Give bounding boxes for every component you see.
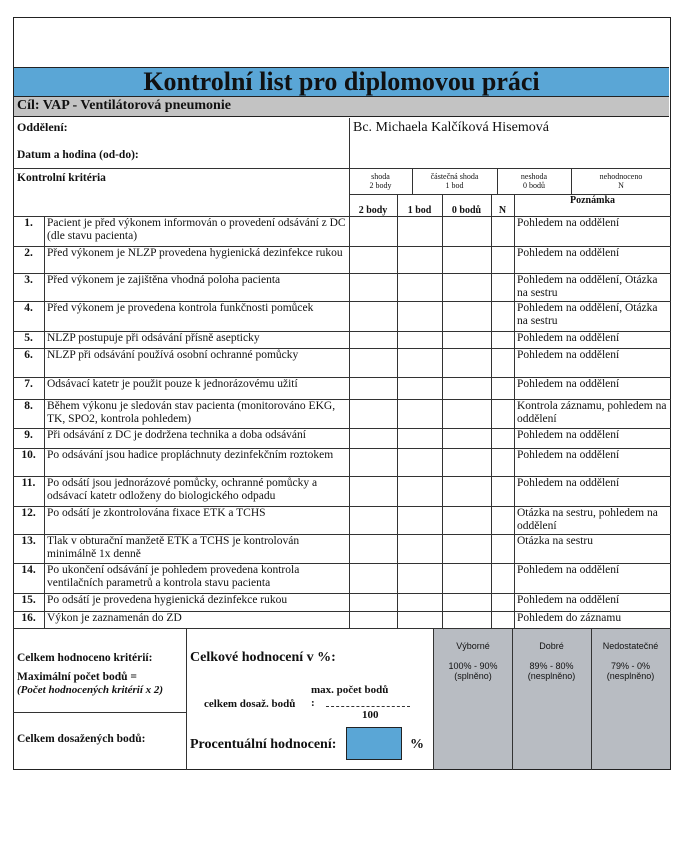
score-cell-not-rated[interactable]	[491, 428, 514, 448]
date-label: Datum a hodina (od-do):	[17, 149, 139, 161]
percent-sign: %	[410, 737, 424, 752]
score-cell-not-rated[interactable]	[491, 593, 514, 611]
criterion-note: Pohledem na oddělení, Otázka na sestru	[517, 274, 658, 299]
score-cell-0-points[interactable]	[442, 611, 491, 628]
criteria-label: Kontrolní kritéria	[17, 172, 106, 184]
score-cell-2-points[interactable]	[349, 563, 397, 593]
criterion-number: 8.	[24, 400, 33, 412]
score-cell-not-rated[interactable]	[491, 273, 514, 301]
score-cell-not-rated[interactable]	[491, 563, 514, 593]
criterion-number: 12.	[21, 507, 36, 519]
score-cell-1-point[interactable]	[397, 534, 442, 563]
score-cell-1-point[interactable]	[397, 611, 442, 628]
criterion-text: Po odsátí jsou jednorázové pomůcky, ochranné pomůcky a odsávací katetr odloženy do biologického odpadu	[47, 477, 318, 502]
score-cell-not-rated[interactable]	[491, 377, 514, 399]
score-cell-not-rated[interactable]	[491, 611, 514, 628]
column-note: Poznámka	[570, 195, 615, 206]
overall-rating-label: Celkové hodnocení v %:	[190, 650, 336, 665]
grade-good: Dobré 89% - 80% (nesplněno)	[527, 641, 576, 681]
score-cell-1-point[interactable]	[397, 348, 442, 377]
criterion-note: Pohledem na oddělení	[517, 594, 620, 606]
score-cell-not-rated[interactable]	[491, 301, 514, 331]
score-cell-1-point[interactable]	[397, 448, 442, 476]
column-0-points: 0 bodů	[451, 205, 482, 216]
author-name: Bc. Michaela Kalčíková Hisemová	[353, 120, 549, 135]
score-cell-0-points[interactable]	[442, 216, 491, 246]
criterion-text: Před výkonem je NLZP provedena hygienická dezinfekce rukou	[47, 247, 343, 259]
criterion-text: Během výkonu je sledován stav pacienta (monitorováno EKG, TK, SPO2, kontrola pohledem)	[47, 400, 336, 425]
percent-rating-label: Procentuální hodnocení:	[190, 737, 337, 752]
score-cell-0-points[interactable]	[442, 506, 491, 534]
score-cell-1-point[interactable]	[397, 301, 442, 331]
grade-insufficient: Nedostatečné 79% - 0% (nesplněno)	[602, 641, 659, 681]
criterion-note: Pohledem na oddělení	[517, 564, 620, 576]
score-cell-2-points[interactable]	[349, 399, 397, 428]
score-cell-2-points[interactable]	[349, 476, 397, 506]
score-cell-2-points[interactable]	[349, 428, 397, 448]
score-cell-not-rated[interactable]	[491, 534, 514, 563]
criterion-text: Před výkonem je provedena kontrola funkčnosti pomůcek	[47, 302, 314, 314]
score-cell-2-points[interactable]	[349, 593, 397, 611]
max-points-formula: (Počet hodnocených kritérií x 2)	[17, 684, 164, 696]
criterion-number: 1.	[24, 217, 33, 229]
total-points-label: Celkem dosažených bodů:	[17, 733, 146, 745]
score-cell-0-points[interactable]	[442, 301, 491, 331]
criterion-note: Otázka na sestru	[517, 535, 593, 547]
score-cell-1-point[interactable]	[397, 476, 442, 506]
criterion-number: 9.	[24, 429, 33, 441]
score-cell-0-points[interactable]	[442, 534, 491, 563]
hundred-value: 100	[362, 709, 379, 721]
criterion-number: 16.	[21, 612, 36, 624]
criterion-text: Pacient je před výkonem informován o provedení odsávání z DC (dle stavu pacienta)	[47, 217, 346, 242]
criterion-text: Po odsátí je provedena hygienická dezinfekce rukou	[47, 594, 288, 606]
percent-input-box[interactable]	[346, 727, 402, 760]
score-cell-2-points[interactable]	[349, 246, 397, 273]
criterion-number: 6.	[24, 349, 33, 361]
department-label: Oddělení:	[17, 120, 68, 134]
score-cell-2-points[interactable]	[349, 301, 397, 331]
criterion-text: Výkon je zaznamenán do ZD	[47, 612, 182, 624]
max-points-label: Maximální počet bodů =	[17, 671, 137, 683]
reached-points-label: celkem dosaž. bodů	[204, 698, 296, 710]
total-criteria-label: Celkem hodnoceno kritérií:	[17, 652, 153, 664]
criterion-number: 15.	[21, 594, 36, 606]
criterion-note: Kontrola záznamu, pohledem na oddělení	[517, 400, 667, 425]
score-cell-not-rated[interactable]	[491, 348, 514, 377]
score-cell-2-points[interactable]	[349, 506, 397, 534]
legend-not-rated: nehodnoceno N	[599, 172, 643, 190]
score-cell-0-points[interactable]	[442, 273, 491, 301]
score-cell-1-point[interactable]	[397, 377, 442, 399]
criterion-note: Pohledem na oddělení	[517, 217, 620, 229]
criterion-number: 5.	[24, 332, 33, 344]
score-cell-not-rated[interactable]	[491, 399, 514, 428]
criterion-text: Tlak v obturační manžetě ETK a TCHS je kontrolován minimálně 1x denně	[47, 535, 300, 560]
column-not-rated: N	[498, 205, 507, 216]
score-cell-0-points[interactable]	[442, 399, 491, 428]
criterion-note: Pohledem na oddělení, Otázka na sestru	[517, 302, 658, 327]
criterion-number: 10.	[21, 449, 36, 461]
goal-subtitle: Cíl: VAP - Ventilátorová pneumonie	[14, 97, 669, 117]
score-cell-0-points[interactable]	[442, 428, 491, 448]
criterion-note: Pohledem na oddělení	[517, 349, 620, 361]
max-points-short: max. počet bodů	[311, 684, 389, 696]
score-cell-2-points[interactable]	[349, 448, 397, 476]
legend-partial: částečná shoda 1 bod	[430, 172, 479, 190]
score-cell-1-point[interactable]	[397, 331, 442, 348]
score-cell-0-points[interactable]	[442, 476, 491, 506]
criterion-note: Pohledem do záznamu	[517, 612, 622, 624]
score-cell-0-points[interactable]	[442, 593, 491, 611]
criterion-number: 2.	[24, 247, 33, 259]
grade-excellent: Výborné 100% - 90% (splněno)	[448, 641, 498, 681]
criterion-number: 7.	[24, 378, 33, 390]
score-cell-2-points[interactable]	[349, 348, 397, 377]
score-cell-2-points[interactable]	[349, 611, 397, 628]
score-cell-0-points[interactable]	[442, 246, 491, 273]
score-cell-1-point[interactable]	[397, 563, 442, 593]
score-cell-1-point[interactable]	[397, 593, 442, 611]
score-cell-2-points[interactable]	[349, 534, 397, 563]
score-cell-0-points[interactable]	[442, 331, 491, 348]
criterion-note: Pohledem na oddělení	[517, 429, 620, 441]
score-cell-1-point[interactable]	[397, 428, 442, 448]
score-cell-0-points[interactable]	[442, 377, 491, 399]
criterion-number: 13.	[21, 535, 36, 547]
score-cell-not-rated[interactable]	[491, 476, 514, 506]
criterion-text: Po odsátí je zkontrolována fixace ETK a TCHS	[47, 507, 266, 519]
score-cell-1-point[interactable]	[397, 273, 442, 301]
score-cell-0-points[interactable]	[442, 448, 491, 476]
score-cell-0-points[interactable]	[442, 348, 491, 377]
score-cell-2-points[interactable]	[349, 331, 397, 348]
criterion-note: Pohledem na oddělení	[517, 449, 620, 461]
score-cell-1-point[interactable]	[397, 246, 442, 273]
criterion-note: Pohledem na oddělení	[517, 332, 620, 344]
criterion-text: Po odsávání jsou hadice propláchnuty dezinfekčním roztokem	[47, 449, 334, 461]
score-cell-2-points[interactable]	[349, 273, 397, 301]
score-cell-not-rated[interactable]	[491, 216, 514, 246]
score-cell-2-points[interactable]	[349, 216, 397, 246]
criterion-note: Pohledem na oddělení	[517, 477, 620, 489]
score-cell-1-point[interactable]	[397, 216, 442, 246]
score-cell-2-points[interactable]	[349, 377, 397, 399]
criterion-text: Po ukončení odsávání je pohledem provedena kontrola ventilačních parametrů a kontrola stavu pacienta	[47, 564, 300, 589]
score-cell-1-point[interactable]	[397, 399, 442, 428]
criterion-note: Otázka na sestru, pohledem na oddělení	[517, 507, 658, 532]
column-1-point: 1 bod	[407, 205, 432, 216]
criterion-number: 4.	[24, 302, 33, 314]
criterion-number: 3.	[24, 274, 33, 286]
criterion-number: 11.	[21, 477, 36, 489]
criterion-note: Pohledem na oddělení	[517, 247, 620, 259]
page-title: Kontrolní list pro diplomovou práci	[14, 67, 669, 97]
score-cell-not-rated[interactable]	[491, 246, 514, 273]
criterion-text: Při odsávání z DC je dodržena technika a doba odsávání	[47, 429, 306, 441]
criterion-number: 14.	[21, 564, 36, 576]
criterion-text: NLZP při odsávání používá osobní ochranné pomůcky	[47, 349, 299, 361]
criterion-text: Odsávací katetr je použit pouze k jednorázovému užití	[47, 378, 298, 390]
score-cell-0-points[interactable]	[442, 563, 491, 593]
criterion-note: Pohledem na oddělení	[517, 378, 620, 390]
criterion-text: Před výkonem je zajištěna vhodná poloha pacienta	[47, 274, 281, 286]
criterion-text: NLZP postupuje při odsávání přísně asepticky	[47, 332, 260, 344]
score-cell-1-point[interactable]	[397, 506, 442, 534]
fraction-colon: :	[311, 697, 315, 709]
score-cell-not-rated[interactable]	[491, 506, 514, 534]
legend-match: shoda 2 body	[369, 172, 392, 190]
column-2-points: 2 body	[358, 205, 388, 216]
score-cell-not-rated[interactable]	[491, 448, 514, 476]
score-cell-not-rated[interactable]	[491, 331, 514, 348]
legend-mismatch: neshoda 0 bodů	[520, 172, 548, 190]
